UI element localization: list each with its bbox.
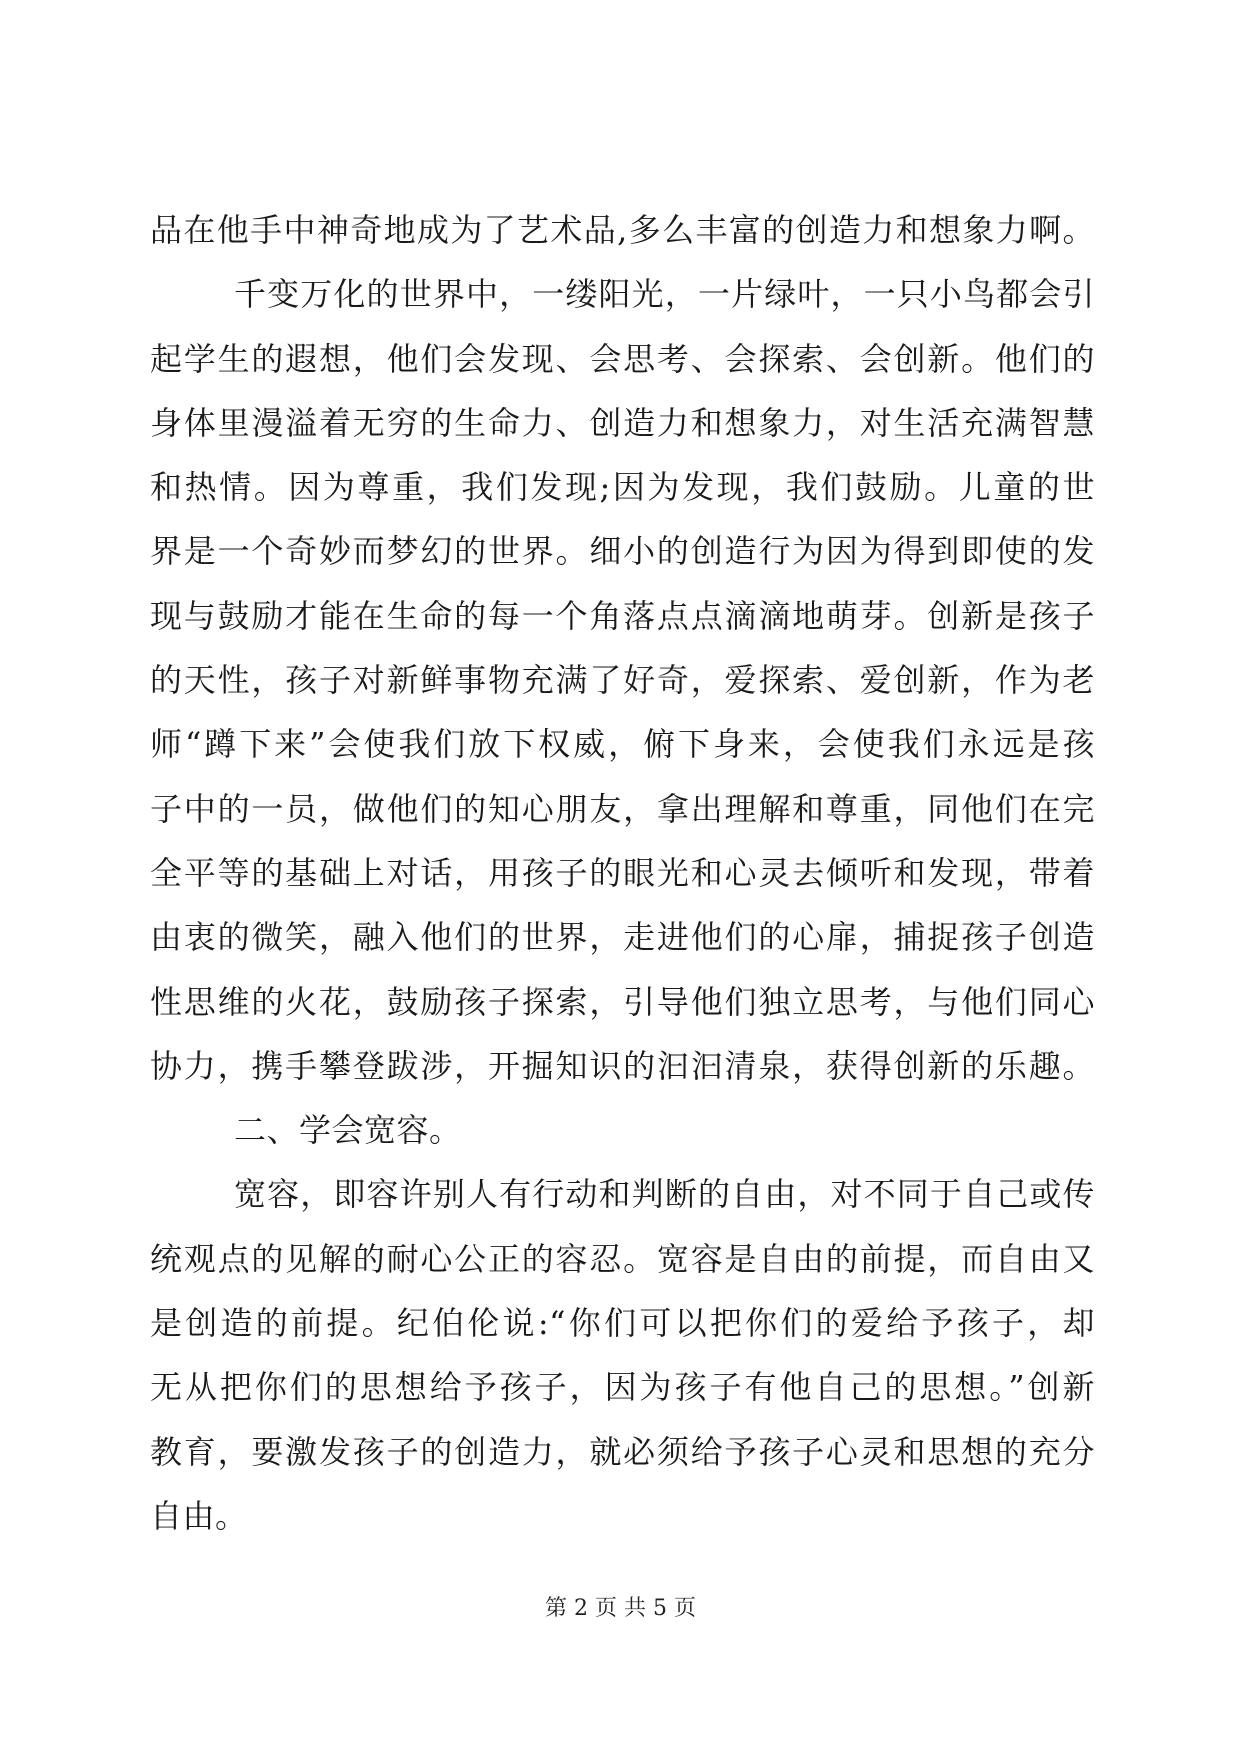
- text-line: 自由。: [150, 1496, 248, 1535]
- text-line: 协力，携手攀登跋涉，开掘知识的汩汩清泉，获得创新的乐趣。: [150, 1046, 1095, 1085]
- text-line: 全平等的基础上对话，用孩子的眼光和心灵去倾听和发现，带着: [150, 853, 1095, 892]
- document-body: [150, 198, 1095, 1548]
- text-line: 性思维的火花，鼓励孩子探索，引导他们独立思考，与他们同心: [150, 982, 1095, 1021]
- text-line: 统观点的见解的耐心公正的容忍。宽容是自由的前提，而自由又: [150, 1239, 1095, 1278]
- text-line: 由衷的微笑，融入他们的世界，走进他们的心扉，捕捉孩子创造: [150, 918, 1095, 957]
- page-footer: [0, 1594, 1241, 1624]
- text-line: 子中的一员，做他们的知心朋友，拿出理解和尊重，同他们在完: [150, 789, 1095, 828]
- text-line: 身体里漫溢着无穷的生命力、创造力和想象力，对生活充满智慧: [150, 403, 1095, 442]
- text-line: 宽容，即容许别人有行动和判断的自由，对不同于自己或传: [234, 1175, 1095, 1214]
- text-line: 师“蹲下来”会使我们放下权威，俯下身来，会使我们永远是孩: [150, 725, 1095, 764]
- text-line: 界是一个奇妙而梦幻的世界。细小的创造行为因为得到即使的发: [150, 532, 1095, 571]
- text-line: 千变万化的世界中，一缕阳光，一片绿叶，一只小鸟都会引: [234, 275, 1095, 314]
- text-line: 品在他手中神奇地成为了艺术品,多么丰富的创造力和想象力啊。: [150, 211, 1095, 249]
- text-line: 是创造的前提。纪伯伦说:“你们可以把你们的爱给予孩子，却: [150, 1304, 1095, 1343]
- text-line: 二、学会宽容。: [234, 1111, 462, 1150]
- text-line: 的天性，孩子对新鲜事物充满了好奇，爱探索、爱创新，作为老: [150, 661, 1095, 700]
- text-line: 无从把你们的思想给予孩子，因为孩子有他自己的思想。”创新: [150, 1368, 1095, 1407]
- text-line: 教育，要激发孩子的创造力，就必须给予孩子心灵和思想的充分: [150, 1432, 1095, 1471]
- page-number-indicator: 第 2 页 共 5 页: [545, 1596, 696, 1621]
- text-line: 和热情。因为尊重，我们发现;因为发现，我们鼓励。儿童的世: [150, 468, 1095, 507]
- text-line: 现与鼓励才能在生命的每一个角落点点滴滴地萌芽。创新是孩子: [150, 596, 1095, 635]
- text-line: 起学生的遐想，他们会发现、会思考、会探索、会创新。他们的: [150, 339, 1095, 378]
